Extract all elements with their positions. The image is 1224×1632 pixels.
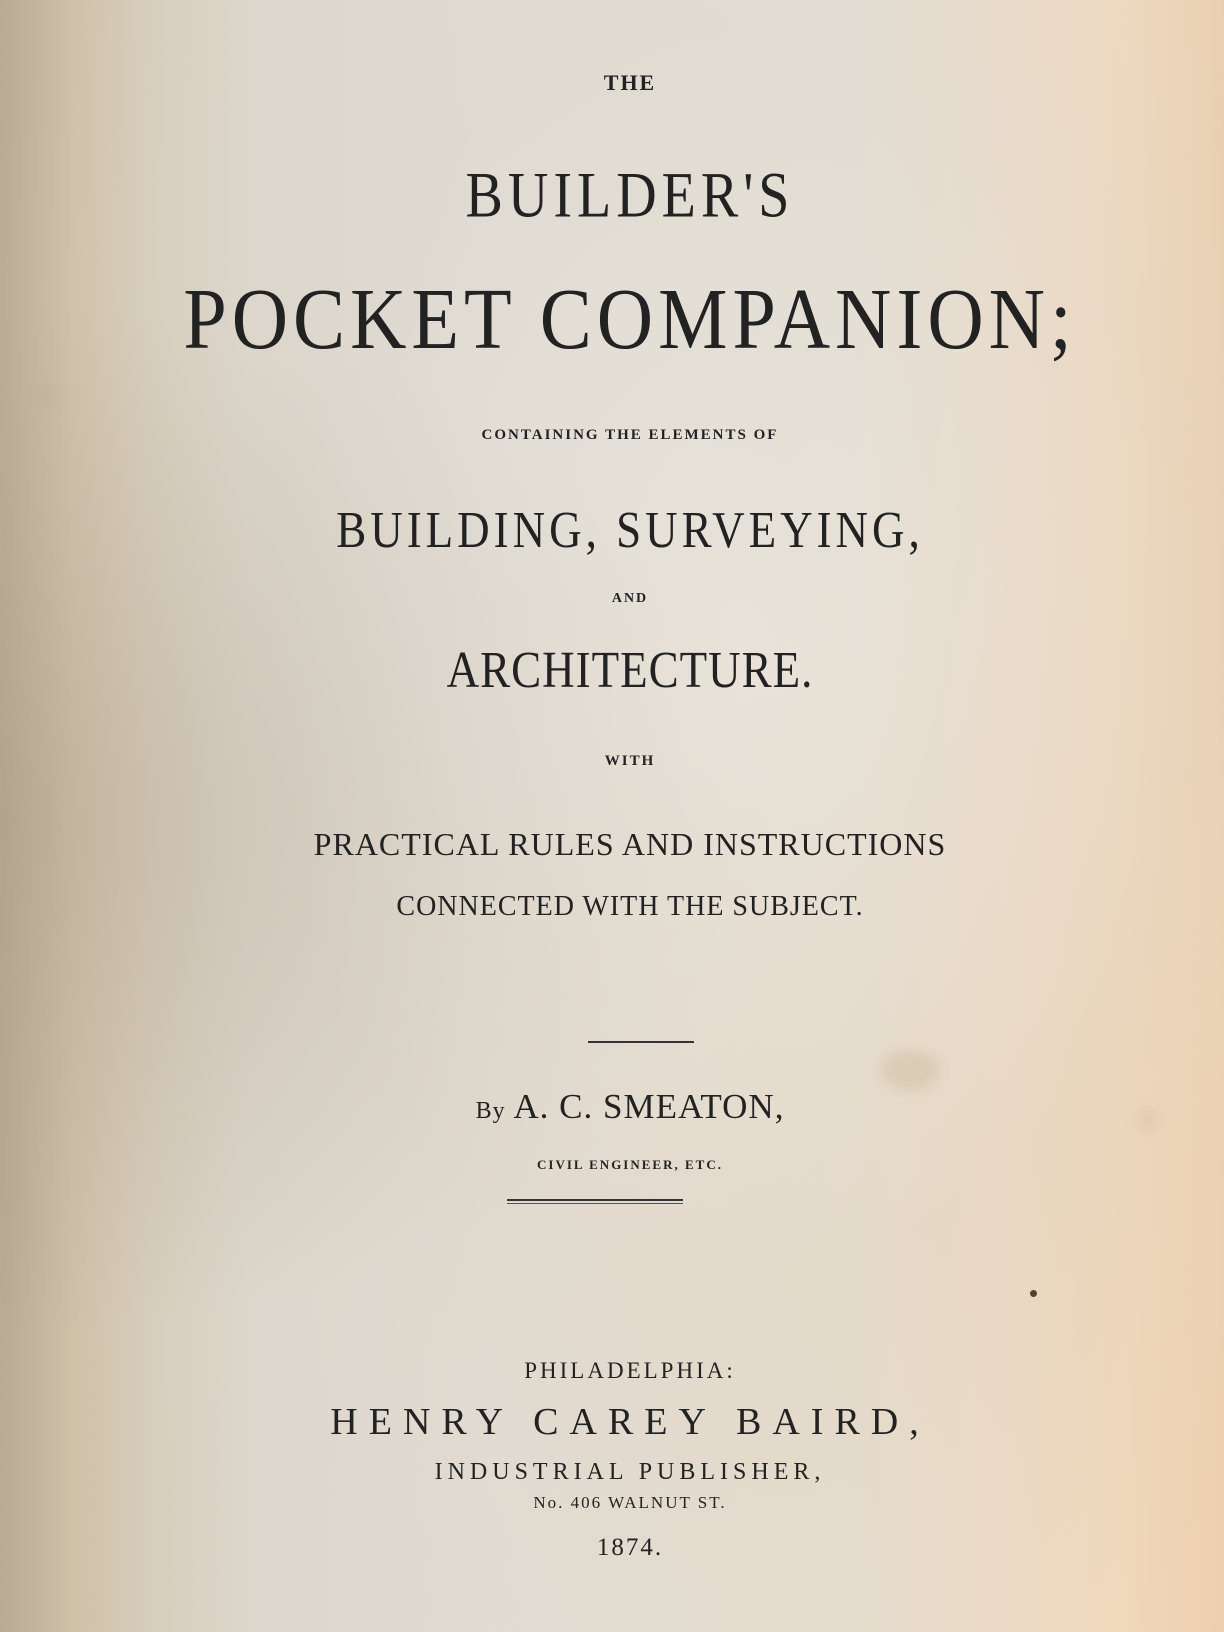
publisher-name: HENRY CAREY BAIRD,	[330, 1401, 930, 1443]
description-line-1: PRACTICAL RULES AND INSTRUCTIONS	[313, 826, 947, 862]
author-line	[18, 1089, 1224, 1124]
subjects-line-1: BUILDING, SURVEYING,	[336, 501, 924, 559]
title-article: THE	[603, 70, 657, 95]
subjects-line-2: ARCHITECTURE.	[446, 641, 814, 699]
paper-stain	[40, 390, 58, 404]
conjunction-text: AND	[611, 591, 649, 606]
with-text: WITH	[604, 753, 656, 769]
paper-stain	[1030, 1290, 1037, 1297]
containing-text: CONTAINING THE ELEMENTS OF	[481, 427, 779, 443]
description-line-2: CONNECTED WITH THE SUBJECT.	[396, 891, 864, 922]
publication-year: 1874.	[596, 1534, 664, 1561]
divider-rule	[588, 1041, 694, 1043]
title-line-2: POCKET COMPANION;	[183, 269, 1077, 368]
publisher-city: PHILADELPHIA:	[524, 1358, 736, 1383]
author-title: CIVIL ENGINEER, ETC.	[537, 1157, 723, 1172]
double-rule-lower	[507, 1203, 683, 1204]
double-rule	[507, 1199, 683, 1201]
publisher-role: INDUSTRIAL PUBLISHER,	[434, 1459, 826, 1485]
title-line-1: BUILDER'S	[465, 160, 795, 232]
author-name: A. C. SMEATON,	[513, 1087, 785, 1126]
paper-stain	[880, 1050, 940, 1090]
author-prefix: By	[475, 1098, 506, 1124]
publisher-address: No. 406 WALNUT ST.	[533, 1493, 727, 1512]
